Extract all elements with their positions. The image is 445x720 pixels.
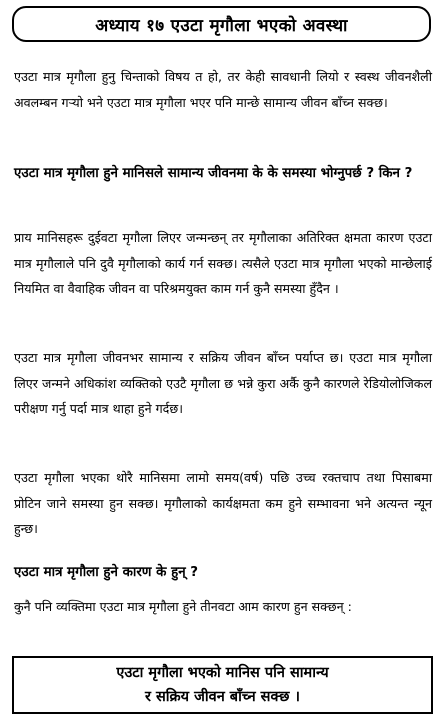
section1-heading: एउटा मात्र मृगौला हुने मानिसले सामान्य जीवनमा के के समस्या भोग्नुपर्छ ? किन ? — [14, 166, 413, 181]
section1-paragraph-1: प्राय मानिसहरू दुईवटा मृगौला लिएर जन्मन्छन् तर मृगौलाका अतिरिक्त क्षमता कारण एउटा मात्र मृगौलाले पनि दुवै मृगौलाको कार्य गर्न सक्छ। त्यसैले एउटा मात्र मृगौला भएको मान्छेलाई नियमित वा वैवाहिक जीवन वा परिश्रमयुक्त काम गर्न कुनै समस्या हुँदैन । — [14, 230, 432, 296]
section1-paragraph-3: एउटा मृगौला भएका थोरै मानिसमा लामो समय(वर्ष) पछि उच्च रक्तचाप तथा पिसाबमा प्रोटिन जाने समस्या हुन सक्छ। मृगौलाको कार्यक्षमता कम हुने सम्भावना भने अत्यन्त न्यून हुन्छ। — [14, 470, 432, 536]
chapter-title: अध्याय १७ एउटा मृगौला भएको अवस्था — [95, 15, 348, 36]
section2-heading-block — [14, 560, 432, 586]
section1-heading-block — [14, 161, 432, 187]
section1-para2-block — [14, 345, 432, 422]
chapter-title-box — [12, 6, 431, 42]
section1-para1-block — [14, 225, 432, 302]
section1-paragraph-2: एउटा मात्र मृगौला जीवनभर सामान्य र सक्रिय जीवन बाँच्न पर्याप्त छ। एउटा मात्र मृगौला लिएर जन्मने अधिकांश व्यक्तिको एउटै मृगौला छ भन्ने कुरा अर्कै कुनै कारणले रेडियोलोजिकल परीक्षण गर्नु पर्दा मात्र थाहा हुने गर्दछ। — [14, 350, 432, 416]
intro-block — [14, 64, 432, 115]
section2-heading: एउटा मात्र मृगौला हुने कारण के हुन् ? — [14, 565, 199, 580]
section2-paragraph: कुनै पनि व्यक्तिमा एउटा मात्र मृगौला हुने तीनवटा आम कारण हुन सक्छन् : — [14, 599, 352, 614]
section1-para3-block — [14, 465, 432, 542]
section2-para-block — [14, 594, 432, 620]
callout-line-1: एउटा मृगौला भएको मानिस पनि सामान्य — [116, 665, 329, 681]
callout-box — [12, 656, 433, 714]
intro-paragraph: एउटा मात्र मृगौला हुनु चिन्ताको विषय त हो, तर केही सावधानी लियो र स्वस्थ जीवनशैली अवलम्बन गऱ्यो भने एउटा मात्र मृगौला भएर पनि मान्छे सामान्य जीवन बाँच्न सक्छ। — [14, 69, 432, 110]
callout-line-2: र सक्रिय जीवन बाँच्न सक्छ । — [144, 689, 300, 705]
